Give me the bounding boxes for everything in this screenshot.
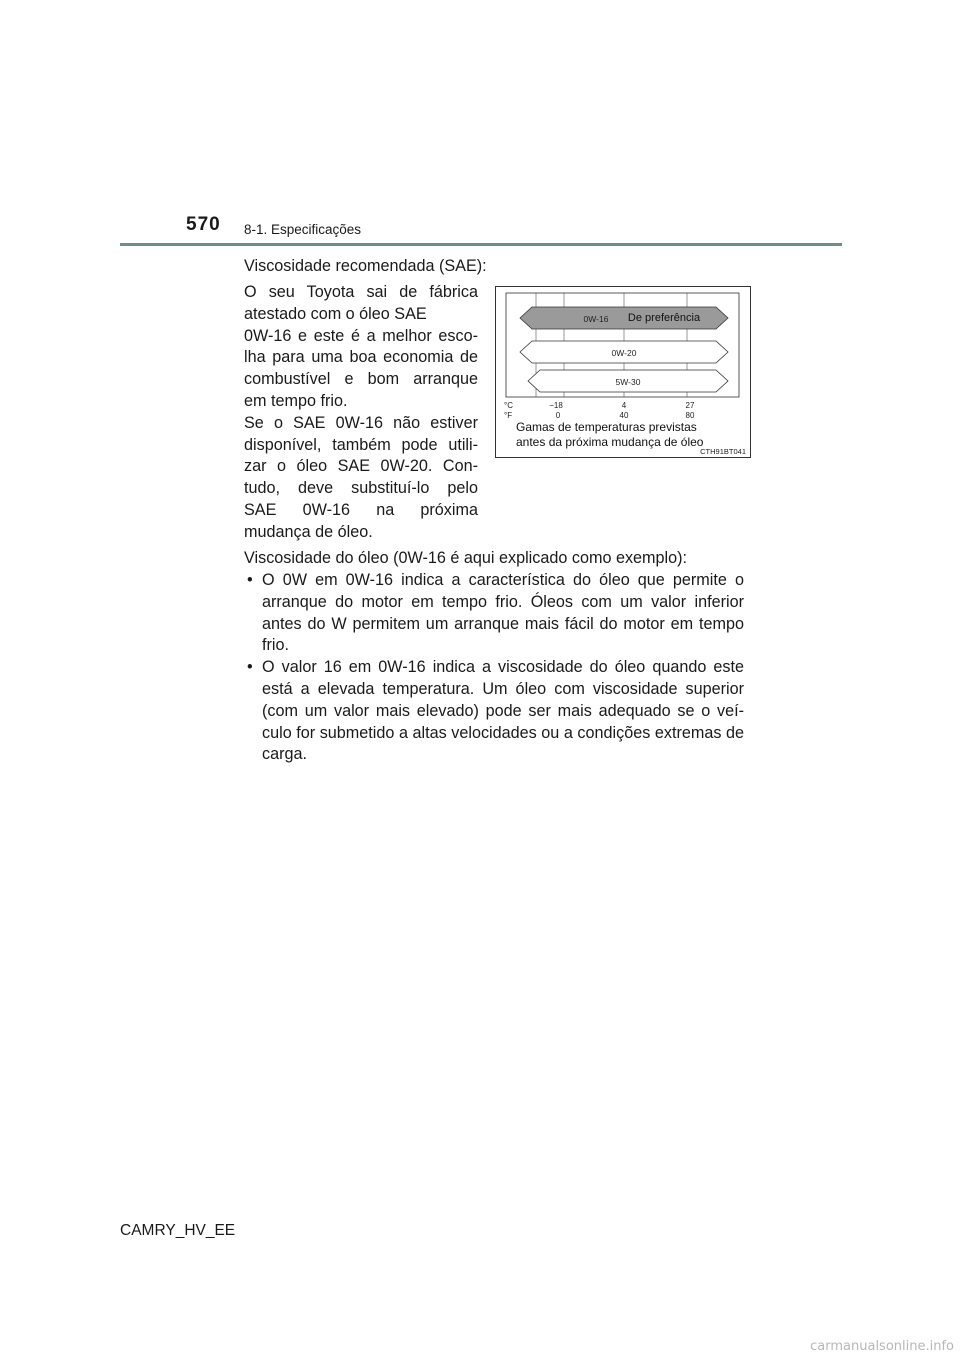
- paragraph-line: atestado com o óleo SAE: [244, 304, 427, 323]
- bullet-icon: •: [247, 658, 253, 677]
- page-number: 570: [186, 214, 221, 235]
- factory-oil-paragraph: [244, 282, 478, 544]
- list-item: [244, 570, 744, 657]
- paragraph-line: O seu Toyota sai de fábrica: [244, 283, 478, 301]
- paragraph-line: 0W-16 e este é a melhor esco-: [244, 326, 478, 345]
- example-intro: Viscosidade do óleo (0W-16 é aqui explicado como exemplo):: [244, 549, 688, 567]
- header-rule: [120, 243, 842, 246]
- paragraph-line: tudo, deve substituí-lo pelo: [244, 479, 478, 498]
- bullet-icon: •: [247, 571, 253, 589]
- preferred-label: De preferência: [627, 312, 701, 324]
- footer-model-code: CAMRY_HV_EE: [120, 1222, 236, 1239]
- paragraph-line: zar o óleo SAE 0W-20. Con-: [244, 457, 478, 476]
- viscosity-temperature-diagram: [496, 287, 750, 457]
- paragraph-line: lha para uma boa economia de: [244, 348, 478, 367]
- figure-caption-line-2: antes da próxima mudança de óleo: [516, 435, 704, 449]
- bullet-text: O 0W em 0W-16 indica a característica do óleo que permite o arranque do motor em tempo frio. Óleos com um valor inferior antes do W permitem um arranque mais fácil do motor em tempo frio.: [262, 571, 744, 655]
- paragraph-line: em tempo frio.: [244, 391, 348, 410]
- celsius-tick: 4: [621, 401, 627, 410]
- fahrenheit-tick: 80: [685, 411, 695, 420]
- celsius-unit-label: °C: [504, 401, 513, 410]
- paragraph-line: SAE 0W-16 na próxima: [244, 500, 478, 519]
- paragraph-line: mudança de óleo.: [244, 522, 373, 541]
- paragraph-line: disponível, também pode utili-: [244, 435, 478, 454]
- celsius-tick: 27: [685, 401, 695, 410]
- figure-code: CTH91BT041: [700, 447, 746, 456]
- grade-label-5w30: 5W-30: [615, 377, 641, 387]
- fahrenheit-unit-label: °F: [504, 411, 513, 420]
- oil-viscosity-figure: [495, 286, 751, 458]
- section-title: 8-1. Especificações: [244, 222, 362, 237]
- celsius-tick: −18: [549, 401, 563, 410]
- viscosity-bullet-list: [244, 570, 744, 766]
- viscosity-heading: Viscosidade recomendada (SAE):: [244, 257, 487, 275]
- watermark: carmanualsonline.info: [810, 1339, 954, 1354]
- bullet-text: O valor 16 em 0W-16 indica a viscosidade do óleo quando este está a elevada temperatura. Um óleo com viscosidade superior (com um valor mais elevado) pode ser mais adequado se o veí-culo for submetido a altas velocidades ou a condições extremas de carga.: [262, 658, 744, 764]
- fahrenheit-tick: 0: [555, 411, 561, 420]
- figure-caption-line-1: Gamas de temperaturas previstas: [516, 420, 697, 434]
- grade-label-0w20: 0W-20: [611, 348, 637, 358]
- grade-label-0w16: 0W-16: [583, 314, 609, 324]
- paragraph-line: combustível e bom arranque: [244, 370, 478, 389]
- paragraph-line: Se o SAE 0W-16 não estiver: [244, 413, 478, 432]
- list-item: [244, 657, 744, 766]
- fahrenheit-tick: 40: [619, 411, 629, 420]
